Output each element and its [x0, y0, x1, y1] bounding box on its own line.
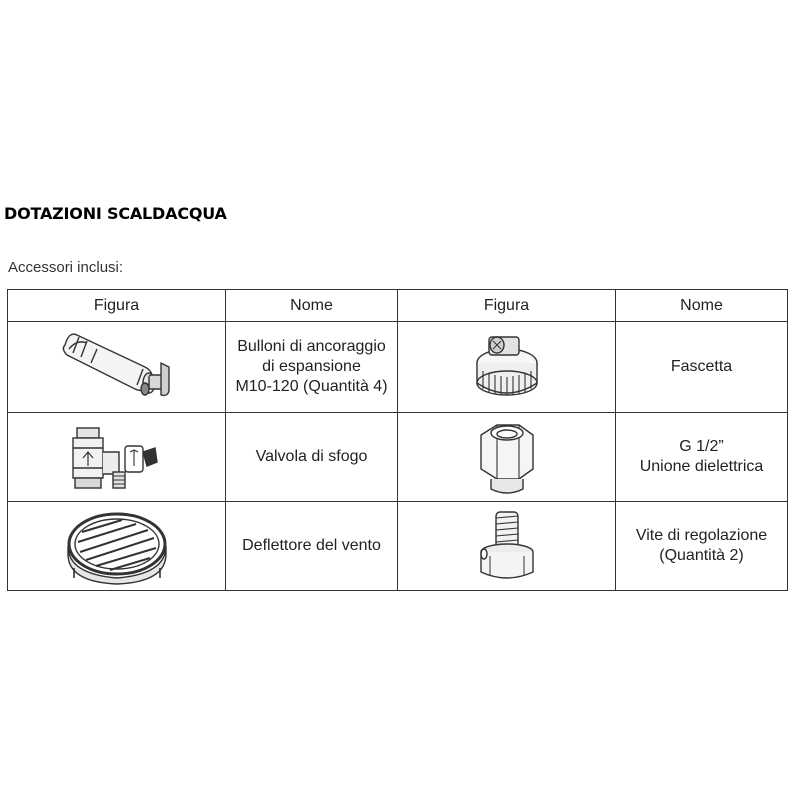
header-figura-2: Figura: [398, 290, 616, 322]
expansion-anchor-bolt-icon: [57, 327, 177, 407]
item-name: Deflettore del vento: [242, 537, 381, 554]
figure-cell: [8, 413, 226, 502]
item-name: Valvola di sfogo: [255, 448, 368, 465]
accessories-table: [7, 289, 788, 591]
item-name-cell: [616, 502, 788, 591]
item-name: G 1/2” Unione dielettrica: [639, 438, 764, 475]
figure-cell: [398, 502, 616, 591]
figure-cell: [398, 322, 616, 413]
table-row: [8, 502, 788, 591]
item-name-cell: [616, 413, 788, 502]
item-name: Vite di regolazione (Quantità 2): [635, 527, 768, 564]
figure-cell: [8, 502, 226, 591]
relief-valve-icon: [67, 422, 167, 492]
table-header-row: [8, 290, 788, 322]
accessories-subtitle: Accessori inclusi:: [8, 259, 124, 276]
document-title: DOTAZIONI SCALDACQUA: [4, 204, 227, 223]
item-name-cell: [616, 322, 788, 413]
header-nome-2: Nome: [616, 290, 788, 322]
header-figura-1: Figura: [8, 290, 226, 322]
wind-deflector-icon: [62, 506, 172, 586]
header-nome-1: Nome: [226, 290, 398, 322]
table-row: [8, 322, 788, 413]
hose-clamp-icon: [467, 327, 547, 407]
figure-cell: [8, 322, 226, 413]
figure-cell: [398, 413, 616, 502]
item-name-cell: [226, 413, 398, 502]
item-name: Fascetta: [670, 358, 733, 375]
adjustment-screw-icon: [472, 506, 542, 586]
table-row: [8, 413, 788, 502]
item-name-cell: [226, 502, 398, 591]
item-name-cell: [226, 322, 398, 413]
item-name: Bulloni di ancoraggio di espansione M10-120 (Quantità 4): [235, 338, 388, 395]
dielectric-union-icon: [467, 417, 547, 497]
